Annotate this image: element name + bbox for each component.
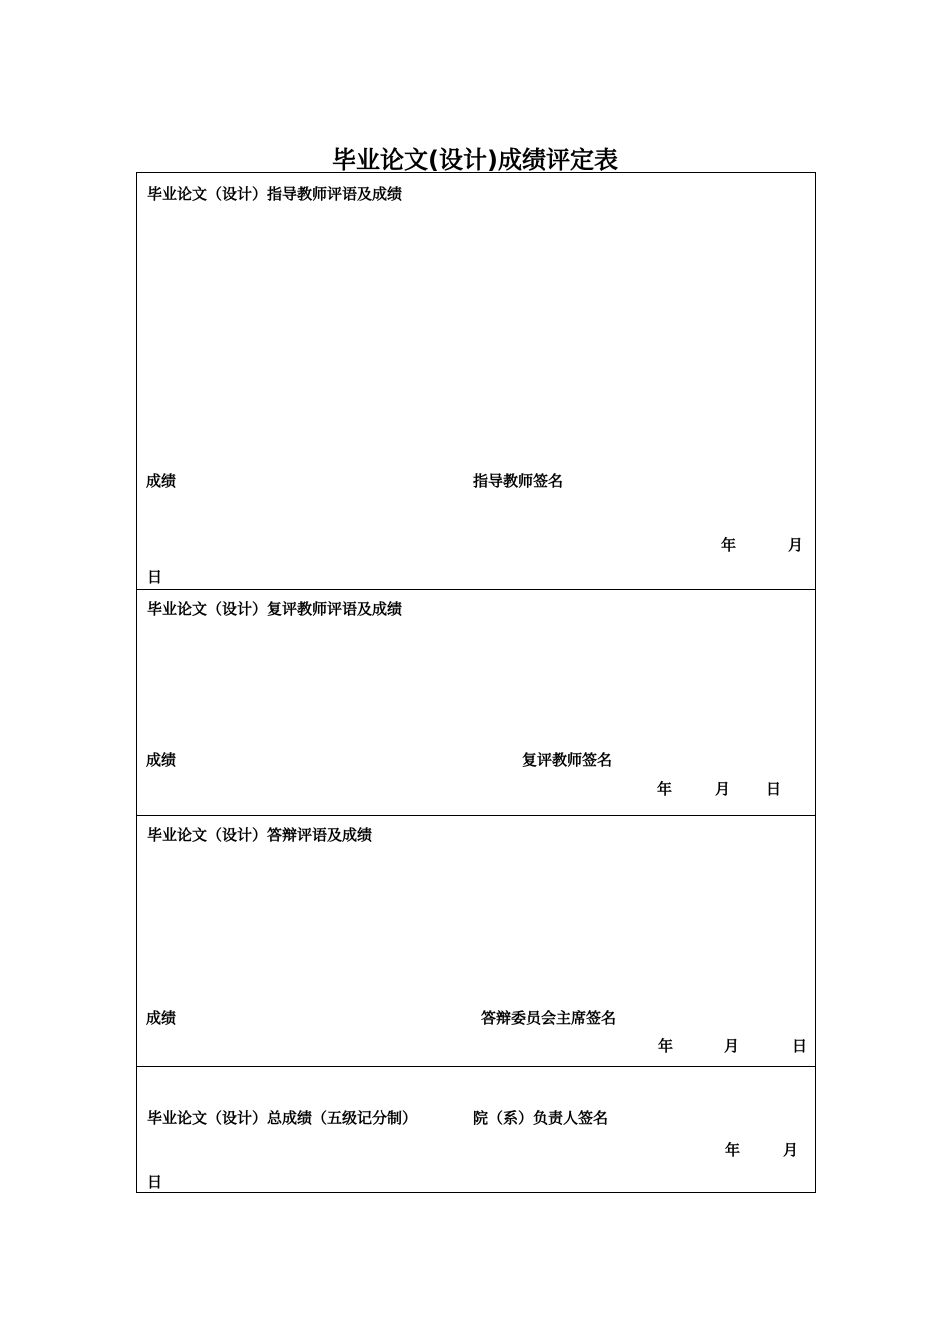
final-month-label: 月: [783, 1141, 799, 1159]
advisor-month-label: 月: [788, 536, 804, 554]
advisor-section-heading: 毕业论文（设计）指导教师评语及成绩: [147, 185, 403, 203]
defense-signature-label: 答辩委员会主席签名: [481, 1009, 617, 1027]
advisor-year-label: 年: [721, 536, 737, 554]
final-section: [137, 1066, 815, 1192]
defense-section-heading: 毕业论文（设计）答辩评语及成绩: [147, 826, 373, 844]
final-section-heading: 毕业论文（设计）总成绩（五级记分制）: [147, 1109, 418, 1127]
final-year-label: 年: [725, 1141, 741, 1159]
defense-grade-label: 成绩: [146, 1009, 177, 1027]
reviewer-year-label: 年: [657, 780, 673, 798]
advisor-signature-label: 指导教师签名: [473, 472, 564, 490]
defense-year-label: 年: [658, 1037, 674, 1055]
reviewer-grade-label: 成绩: [146, 751, 177, 769]
advisor-section: [137, 173, 815, 589]
defense-section: [137, 815, 815, 1066]
defense-day-label: 日: [792, 1037, 808, 1055]
reviewer-section-heading: 毕业论文（设计）复评教师评语及成绩: [147, 600, 403, 618]
reviewer-month-label: 月: [715, 780, 731, 798]
reviewer-section: [137, 589, 815, 815]
reviewer-signature-label: 复评教师签名: [522, 751, 613, 769]
final-day-label: 日: [147, 1173, 163, 1191]
advisor-grade-label: 成绩: [146, 472, 177, 490]
defense-month-label: 月: [724, 1037, 740, 1055]
reviewer-day-label: 日: [766, 780, 782, 798]
advisor-day-label: 日: [147, 568, 163, 586]
page-title: 毕业论文(设计)成绩评定表: [332, 146, 618, 174]
final-signature-label: 院（系）负责人签名: [473, 1109, 609, 1127]
evaluation-form-table: [136, 172, 816, 1193]
